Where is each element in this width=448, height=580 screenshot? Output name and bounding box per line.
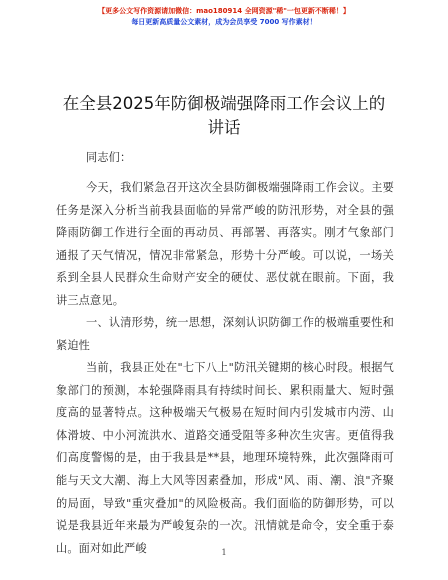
promo-banner-top: 【更多公文写作资源请加微信：mao180914 全网资源"稀"一包更新不断稀！】 xyxy=(98,7,350,15)
paragraph-intro: 今天，我们紧急召开这次全县防御极端强降雨工作会议。主要任务是深入分析当前我县面临的异常严峻的防汛形势，对全县的强降雨防御工作进行全面的再动员、再部署、再落实。刚才气象部门通报了天气情况，情况非常紧急，形势十分严峻。可以说，一场关系到全县人民群众生命财产安全的硬仗、恶仗就在眼前。下面，我讲三点意见。 xyxy=(56,181,394,307)
section-heading: 一、认清形势，统一思想，深刻认识防御工作的极端重要性和紧迫性 xyxy=(56,316,394,352)
document-title: 在全县2025年防御极端强降雨工作会议上的讲话 xyxy=(62,94,386,137)
page-number: 1 xyxy=(221,548,227,557)
paragraph-situation: 当前，我县正处在"七下八上"防汛关键期的核心时段。根据气象部门的预测，本轮强降雨具有持续时间长、累积雨量大、短时强度高的显著特点。这种极端天气极易在短时间内引发城市内涝、山体滑坡、中小河流洪水、道路交通受阻等多种次生灾害。更值得我们高度警惕的是，由于我县是**县，地理环境特殊，此次强降雨可能与天文大潮、海上大风等因素叠加，形成"风、雨、潮、浪"齐聚的局面，导致"重灾叠加"的风险极高。我们面临的防御形势，可以说是我县近年来最为严峻复杂的一次。汛情就是命令，安全重于泰山。面对如此严峻 xyxy=(56,361,394,555)
promo-banner-sub: 每日更新高质量公文素材，成为会员享受 7000 写作素材！ xyxy=(131,18,317,26)
salutation: 同志们： xyxy=(86,151,132,164)
